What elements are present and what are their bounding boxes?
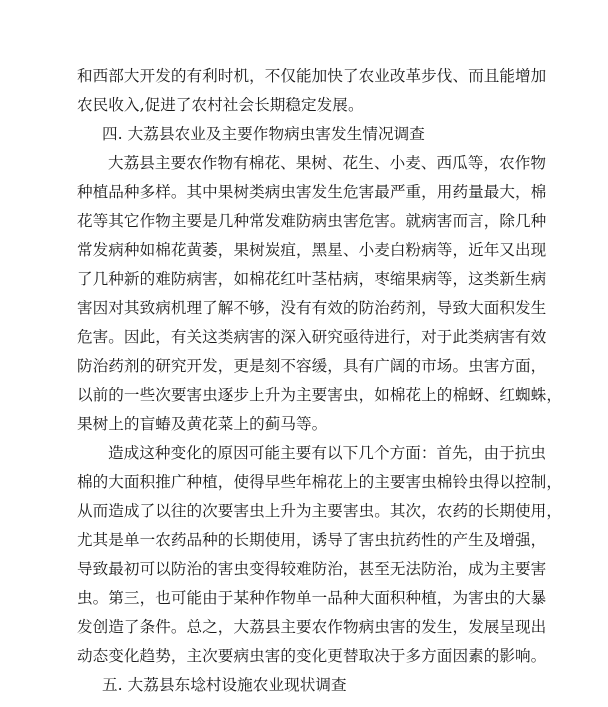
text-line: 果树上的盲蝽及黄花菜上的蓟马等。 xyxy=(77,415,328,433)
text-line: 以前的一些次要害虫逐步上升为主要害虫，如棉花上的棉蚜、红蜘蛛， xyxy=(77,386,562,404)
text-line: 危害。因此，有关这类病害的深入研究亟待进行，对于此类病害有效 xyxy=(77,328,547,346)
section-heading: 四. 大荔县农业及主要作物病虫害发生情况调查 xyxy=(102,125,425,143)
text-line: 棉的大面积推广种植，使得早些年棉花上的主要害虫棉铃虫得以控制， xyxy=(77,473,562,491)
text-line: 农民收入,促进了农村社会长期稳定发展。 xyxy=(77,96,364,114)
text-line: 尤其是单一农药品种的长期使用，诱导了害虫抗药性的产生及增强， xyxy=(77,531,547,549)
text-line: 虫。第三，也可能由于某种作物单一品种大面积种植，为害虫的大暴 xyxy=(77,589,547,607)
text-line: 和西部大开发的有利时机，不仅能加快了农业改革步伐、而且能增加 xyxy=(77,67,547,85)
text-line: 常发病种如棉花黄萎，果树炭疽，黑星、小麦白粉病等，近年又出现 xyxy=(77,241,547,259)
section-heading: 五. 大荔县东埝村设施农业现状调查 xyxy=(102,676,347,694)
text-line: 从而造成了以往的次要害虫上升为主要害虫。其次，农药的长期使用， xyxy=(77,502,562,520)
text-line: 害因对其致病机理了解不够，没有有效的防治药剂，导致大面积发生 xyxy=(77,299,547,317)
text-line: 种植品种多样。其中果树类病虫害发生危害最严重，用药量最大，棉 xyxy=(77,183,547,201)
text-line: 了几种新的难防病害，如棉花红叶茎枯病，枣缩果病等，这类新生病 xyxy=(77,270,547,288)
text-line: 造成这种变化的原因可能主要有以下几个方面：首先，由于抗虫 xyxy=(108,444,547,462)
text-line: 大荔县主要农作物有棉花、果树、花生、小麦、西瓜等，农作物 xyxy=(108,154,547,172)
text-line: 动态变化趋势，主次要病虫害的变化更替取决于多方面因素的影响。 xyxy=(77,647,547,665)
text-line: 防治药剂的研究开发，更是刻不容缓，具有广阔的市场。虫害方面， xyxy=(77,357,547,375)
text-line: 花等其它作物主要是几种常发难防病虫害危害。就病害而言，除几种 xyxy=(77,212,547,230)
text-line: 发创造了条件。总之，大荔县主要农作物病虫害的发生，发展呈现出 xyxy=(77,618,547,636)
text-line: 导致最初可以防治的害虫变得较难防治，甚至无法防治，成为主要害 xyxy=(77,560,547,578)
